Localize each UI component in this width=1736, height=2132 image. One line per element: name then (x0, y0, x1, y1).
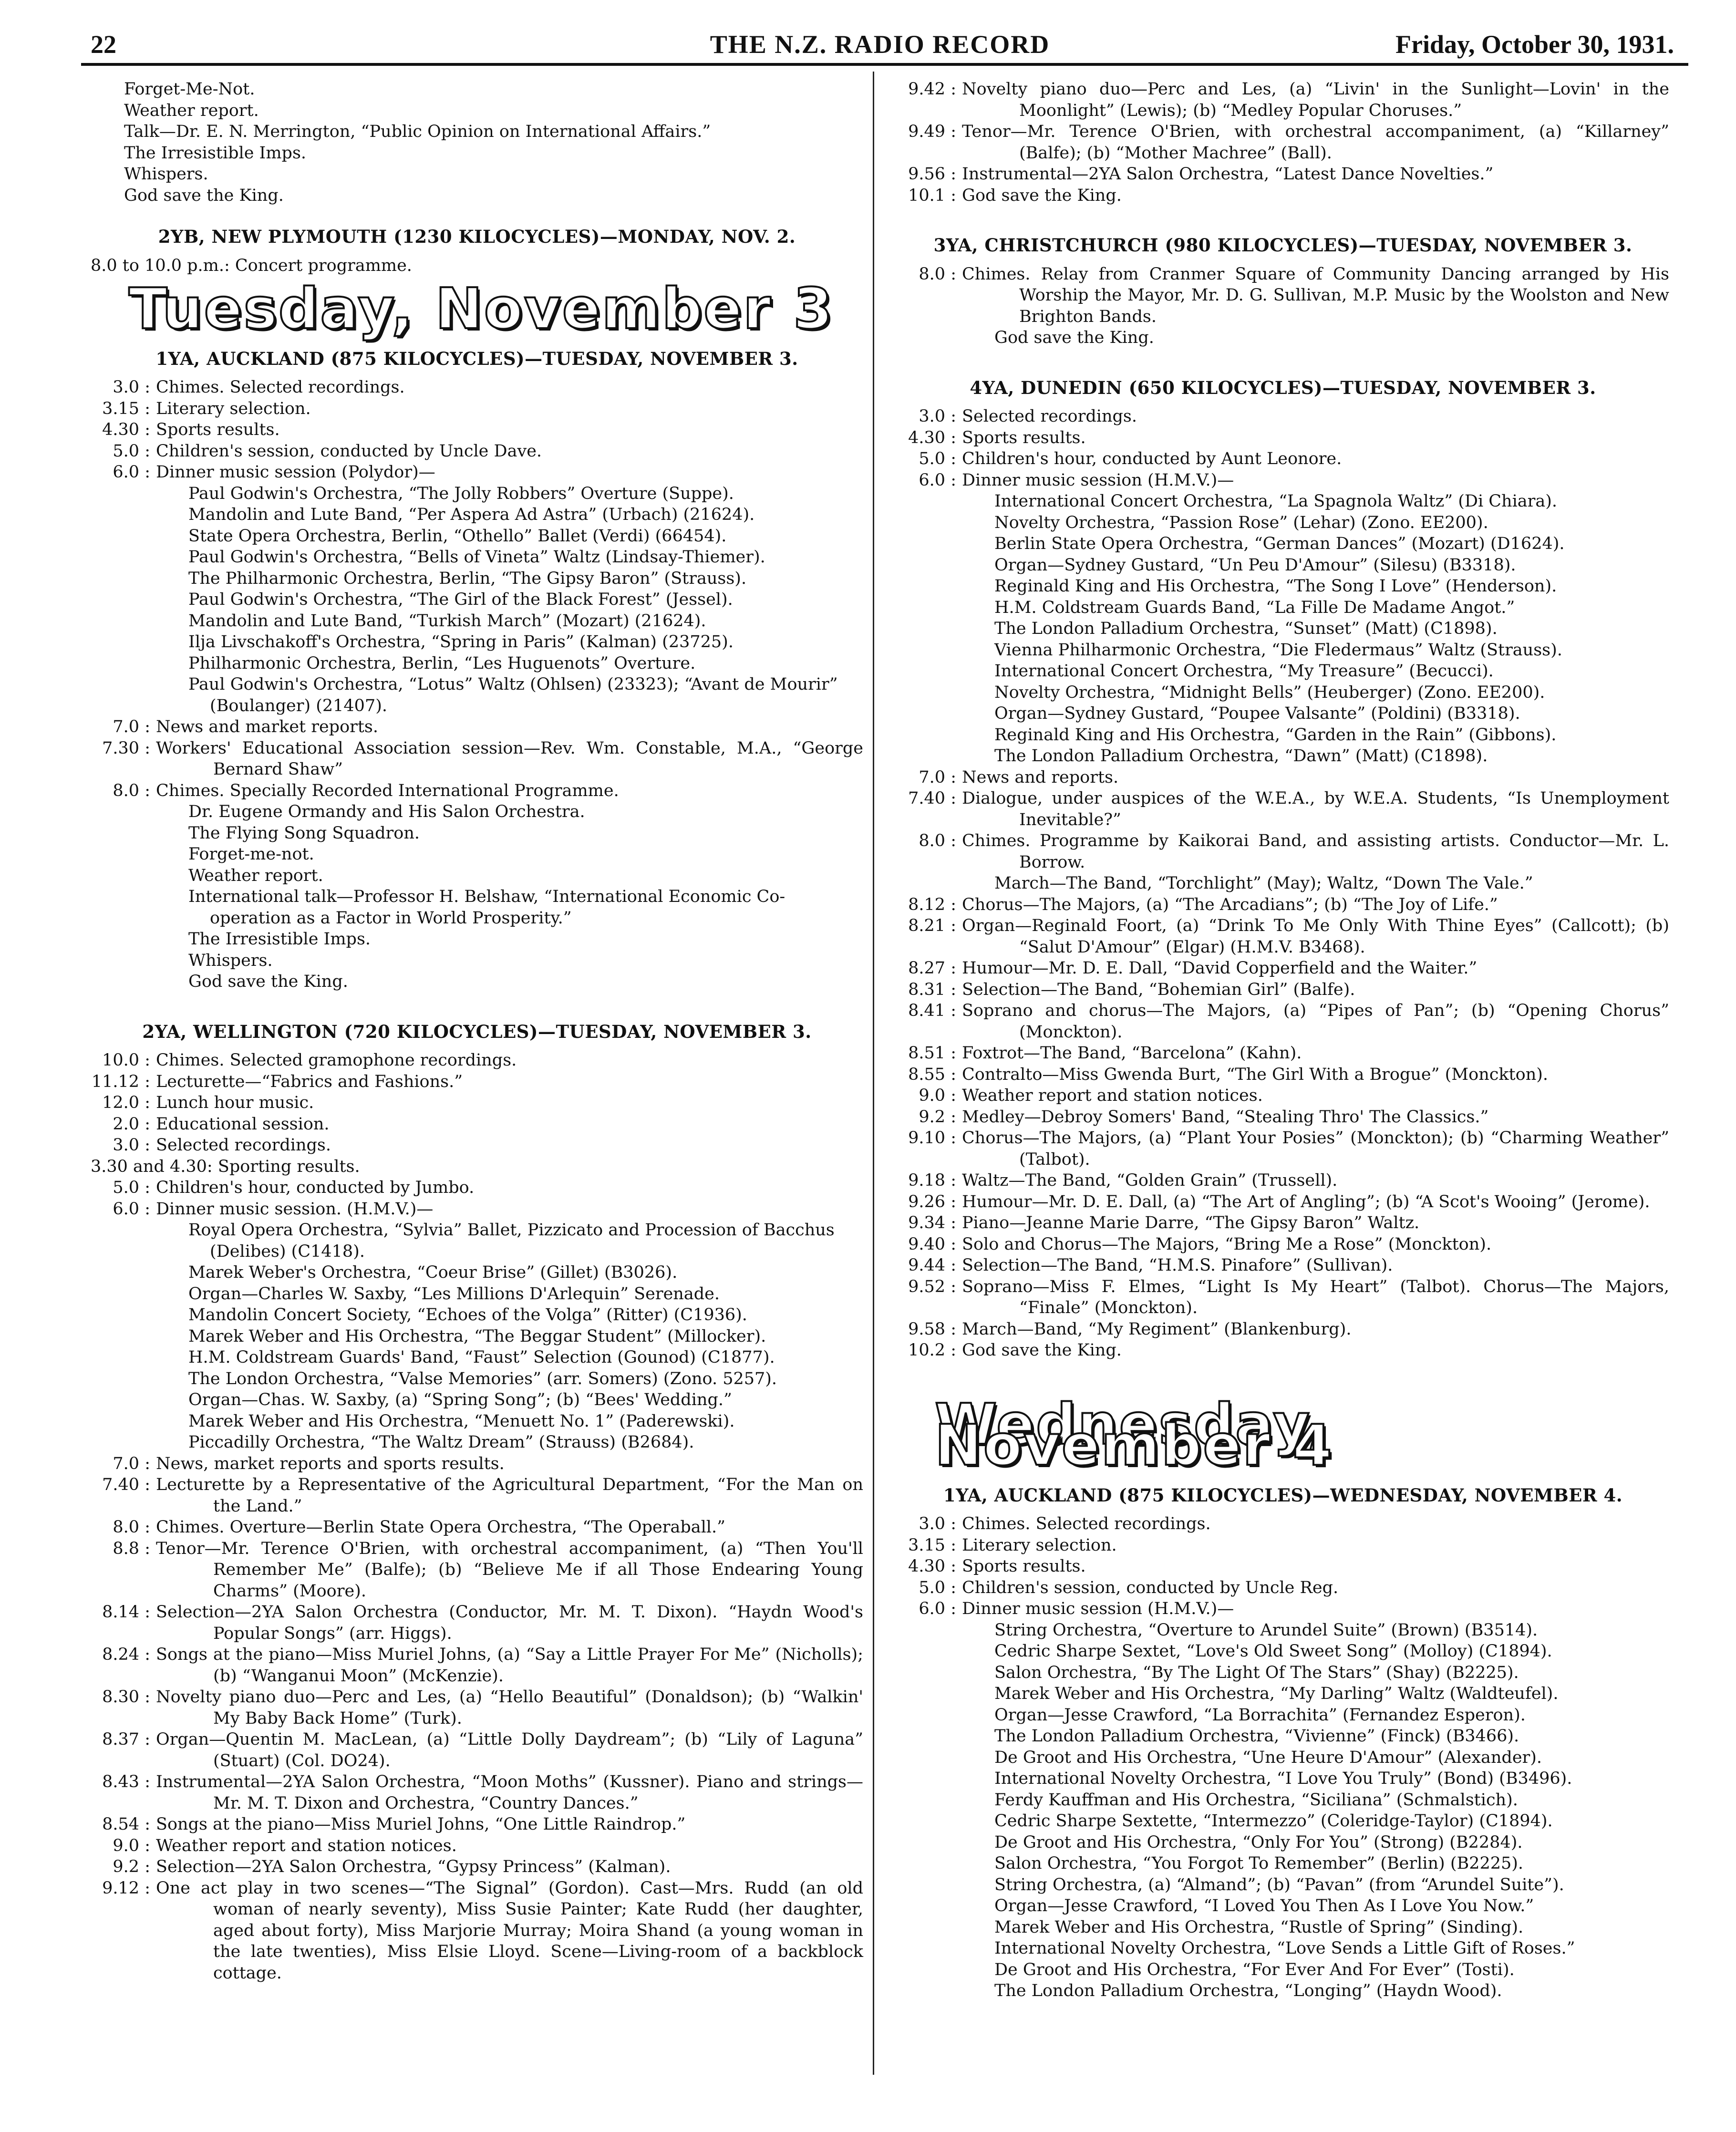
schedule-row (897, 1128, 1669, 1170)
schedule-row (897, 1255, 1669, 1276)
schedule-time: 5.0 : (897, 1577, 962, 1599)
schedule-row (897, 1107, 1669, 1128)
auckland-wed-dinner-list (897, 1620, 1669, 2002)
schedule-text: Foxtrot—The Band, “Barcelona” (Kahn). (962, 1044, 1302, 1063)
wellington-schedule (91, 1050, 863, 1156)
programme-item: Dr. Eugene Ormandy and His Salon Orchestra. (188, 802, 585, 821)
schedule-text: Selection—The Band, “H.M.S. Pinafore” (Sullivan). (962, 1256, 1393, 1275)
schedule-time: 10.1 : (897, 185, 962, 207)
schedule-text: Lecturette by a Representative of the Agricultural Department, “For the Man on the Land.” (156, 1475, 863, 1516)
schedule-row (91, 1644, 863, 1687)
schedule-row (897, 1085, 1669, 1107)
schedule-row (91, 716, 863, 738)
programme-item: The Flying Song Squadron. (188, 823, 420, 843)
schedule-time: 8.30 : (91, 1687, 156, 1729)
programme-item: The Irresistible Imps. (188, 930, 371, 949)
schedule-time: 7.40 : (91, 1474, 156, 1517)
schedule-row (91, 398, 863, 420)
programme-item: Berlin State Opera Orchestra, “German Dances” (Mozart) (D1624). (994, 534, 1565, 553)
schedule-text: Selection—2YA Salon Orchestra, “Gypsy Princess” (Kalman). (156, 1857, 671, 1876)
schedule-text: Children's session, conducted by Uncle Reg. (962, 1578, 1339, 1597)
schedule-time: 9.0 : (91, 1835, 156, 1857)
schedule-text: Literary selection. (962, 1535, 1117, 1555)
schedule-row (897, 427, 1669, 449)
schedule-text: Sports results. (962, 1557, 1086, 1576)
schedule-text: Waltz—The Band, “Golden Grain” (Trussell). (962, 1171, 1338, 1190)
station-heading-1ya-tuesday: 1YA, AUCKLAND (875 KILOCYCLES)—TUESDAY, NOVEMBER 3. (155, 348, 798, 369)
schedule-text: News and market reports. (156, 717, 379, 736)
schedule-time: 9.26 : (897, 1191, 962, 1213)
programme-item: Paul Godwin's Orchestra, “Lotus” Waltz (Ohlsen) (23323); “Avant de Mourir” (Boulanger) (21407). (188, 675, 838, 715)
schedule-text: Solo and Chorus—The Majors, “Bring Me a Rose” (Monckton). (962, 1234, 1492, 1254)
schedule-time: 8.27 : (897, 958, 962, 979)
schedule-text: Songs at the piano—Miss Muriel Johns, (a) “Say a Little Prayer For Me” (Nicholls); (b) “Wanganui Moon” (McKenzie). (156, 1645, 863, 1686)
programme-item: International Concert Orchestra, “My Treasure” (Becucci). (994, 662, 1494, 681)
schedule-row (897, 1577, 1669, 1599)
schedule-time: 3.0 : (91, 1135, 156, 1156)
schedule-time: 5.0 : (91, 441, 156, 462)
schedule-text: Soprano and chorus—The Majors, (a) “Pipes of Pan”; (b) “Opening Chorus” (Monckton). (962, 1001, 1669, 1042)
programme-item: Royal Opera Orchestra, “Sylvia” Ballet, Pizzicato and Procession of Bacchus (Delibes) (C1418). (188, 1221, 835, 1261)
auckland-wed-schedule (897, 1513, 1669, 1620)
schedule-row (897, 958, 1669, 979)
schedule-time: 11.12 : (91, 1071, 156, 1093)
schedule-row (897, 79, 1669, 121)
schedule-row (91, 1114, 863, 1135)
schedule-text: Selected recordings. (962, 407, 1137, 426)
programme-item: Forget-me-not. (188, 845, 314, 864)
schedule-time: 9.10 : (897, 1128, 962, 1170)
schedule-row (91, 1771, 863, 1814)
schedule-time: 8.0 : (91, 1517, 156, 1538)
schedule-text: News and reports. (962, 767, 1119, 787)
page-number: 22 (91, 30, 116, 59)
schedule-time: 8.55 : (897, 1064, 962, 1086)
schedule-text: God save the King. (962, 186, 1122, 205)
programme-item: Novelty Orchestra, “Passion Rose” (Lehar) (Zono. EE200). (994, 513, 1488, 532)
station-heading-2ya-tuesday: 2YA, WELLINGTON (720 KILOCYCLES)—TUESDAY, NOVEMBER 3. (142, 1021, 812, 1042)
schedule-time: 8.21 : (897, 915, 962, 958)
schedule-time: 9.58 : (897, 1319, 962, 1340)
programme-item: Organ—Sydney Gustard, “Poupee Valsante” (Poldini) (B3318). (994, 704, 1520, 723)
programme-item: H.M. Coldstream Guards Band, “La Fille De Madame Angot.” (994, 598, 1515, 617)
schedule-time: 8.8 : (91, 1538, 156, 1602)
programme-item: Organ—Chas. W. Saxby, (a) “Spring Song”; (b) “Bees' Wedding.” (188, 1390, 732, 1409)
schedule-text: Chimes. Selected gramophone recordings. (156, 1051, 517, 1070)
schedule-row (91, 419, 863, 441)
programme-item: H.M. Coldstream Guards' Band, “Faust” Selection (Gounod) (C1877). (188, 1348, 775, 1367)
schedule-row (91, 1538, 863, 1602)
issue-date: Friday, October 30, 1931. (1395, 30, 1674, 59)
schedule-time: 5.0 : (91, 1177, 156, 1199)
programme-item: Paul Godwin's Orchestra, “The Jolly Robbers” Overture (Suppe). (188, 484, 734, 503)
schedule-row (91, 1856, 863, 1878)
publication-title: THE N.Z. RADIO RECORD (710, 30, 1050, 59)
schedule-time: 7.0 : (91, 1453, 156, 1475)
schedule-text: News, market reports and sports results. (156, 1454, 505, 1473)
schedule-text: One act play in two scenes—“The Signal” (Gordon). Cast—Mrs. Rudd (an old woman of nearly seventy), Miss Susie Painter; Kate Rudd (her daughter, aged about forty), Miss Marjorie Murray; Moira Shand (a young woman in the late twenties), Miss Elsie Lloyd. Scene—Living-room of a backblock cottage. (156, 1878, 863, 1983)
schedule-row (91, 1092, 863, 1114)
dunedin-schedule-evening (897, 767, 1669, 873)
station-heading-1ya-wednesday: 1YA, AUCKLAND (875 KILOCYCLES)—WEDNESDAY, NOVEMBER 4. (943, 1484, 1623, 1506)
schedule-time: 9.34 : (897, 1212, 962, 1234)
schedule-time: 7.40 : (897, 788, 962, 830)
programme-item: The London Orchestra, “Valse Memories” (arr. Somers) (Zono. 5257). (188, 1369, 777, 1388)
schedule-time: 10.0 : (91, 1050, 156, 1071)
programme-item: Talk—Dr. E. N. Merrington, “Public Opinion on International Affairs.” (124, 122, 711, 141)
programme-item: Salon Orchestra, “By The Light Of The Stars” (Shay) (B2225). (994, 1663, 1519, 1682)
schedule-time: 2.0 : (91, 1114, 156, 1135)
schedule-time: 4.30 : (897, 427, 962, 449)
schedule-time: 9.18 : (897, 1170, 962, 1191)
column-divider (873, 72, 874, 2075)
wellington-schedule-b (91, 1177, 863, 1220)
schedule-row (897, 448, 1669, 470)
schedule-text: Weather report and station notices. (962, 1086, 1263, 1105)
schedule-row (897, 1276, 1669, 1319)
programme-item: Reginald King and His Orchestra, “Garden in the Rain” (Gibbons). (994, 725, 1557, 745)
right-column (897, 79, 1669, 2002)
schedule-row (897, 264, 1669, 328)
schedule-row (897, 1191, 1669, 1213)
schedule-time: 8.0 : (91, 780, 156, 802)
schedule-time: 9.44 : (897, 1255, 962, 1276)
schedule-row (897, 979, 1669, 1001)
schedule-text: Tenor—Mr. Terence O'Brien, with orchestral accompaniment, (a) “Killarney” (Balfe); (b) “Mother Machree” (Ball). (962, 122, 1669, 163)
schedule-time: 6.0 : (897, 470, 962, 491)
programme-item: Marek Weber and His Orchestra, “Menuett No. 1” (Paderewski). (188, 1411, 735, 1431)
schedule-time: 8.31 : (897, 979, 962, 1001)
programme-item: Novelty Orchestra, “Midnight Bells” (Heuberger) (Zono. EE200). (994, 683, 1545, 702)
schedule-time: 9.49 : (897, 121, 962, 164)
auckland-dinner-list (91, 483, 863, 717)
programme-item: De Groot and His Orchestra, “Only For You” (Strong) (B2284). (994, 1832, 1523, 1852)
dunedin-schedule-late (897, 894, 1669, 1361)
schedule-text: Chorus—The Majors, (a) “Plant Your Posies” (Monckton); (b) “Charming Weather” (Talbot). (962, 1128, 1669, 1169)
schedule-time: 6.0 : (897, 1598, 962, 1620)
programme-item: Marek Weber and His Orchestra, “My Darling” Waltz (Waldteufel). (994, 1684, 1559, 1703)
schedule-text: Instrumental—2YA Salon Orchestra, “Moon Moths” (Kussner). Piano and strings—Mr. M. T. Dixon and Orchestra, “Country Dances.” (156, 1772, 863, 1813)
schedule-text: Chimes. Selected recordings. (962, 1514, 1211, 1533)
programme-item: Reginald King and His Orchestra, “The Song I Love” (Henderson). (994, 577, 1557, 596)
programme-item: Vienna Philharmonic Orchestra, “Die Fledermaus” Waltz (Strauss). (994, 640, 1562, 660)
schedule-text: Humour—Mr. D. E. Dall, (a) “The Art of Angling”; (b) “A Scot's Wooing” (Jerome). (962, 1192, 1650, 1211)
schedule-text: Dinner music session (H.M.V.)— (962, 1599, 1234, 1618)
schedule-text: Instrumental—2YA Salon Orchestra, “Latest Dance Novelties.” (962, 165, 1494, 184)
schedule-text: Lecturette—“Fabrics and Fashions.” (156, 1072, 463, 1091)
dunedin-march-line: March—The Band, “Torchlight” (May); Waltz, “Down The Vale.” (994, 874, 1533, 893)
schedule-text: Chorus—The Majors, (a) “The Arcadians”; (b) “The Joy of Life.” (962, 895, 1498, 914)
programme-item: Piccadilly Orchestra, “The Waltz Dream” (Strauss) (B2684). (188, 1433, 694, 1452)
schedule-text: Selection—The Band, “Bohemian Girl” (Balfe). (962, 980, 1355, 999)
wellington-sport-line: 3.30 and 4.30: Sporting results. (91, 1157, 360, 1176)
schedule-row (91, 1199, 863, 1220)
schedule-row (897, 121, 1669, 164)
schedule-time: 8.0 : (897, 830, 962, 873)
auckland-schedule (91, 377, 863, 483)
schedule-row (897, 1212, 1669, 1234)
schedule-text: Piano—Jeanne Marie Darre, “The Gipsy Baron” Waltz. (962, 1213, 1420, 1232)
schedule-text: Dinner music session. (H.M.V.)— (156, 1199, 434, 1219)
auckland-evening-list (91, 801, 863, 993)
programme-item: Ferdy Kauffman and His Orchestra, “Siciliana” (Schmalstich). (994, 1790, 1518, 1810)
programme-item: De Groot and His Orchestra, “Une Heure D'Amour” (Alexander). (994, 1748, 1542, 1767)
schedule-time: 9.12 : (91, 1878, 156, 1984)
schedule-row (897, 406, 1669, 427)
programme-item: God save the King. (188, 972, 348, 991)
programme-item: International Novelty Orchestra, “Love Sends a Little Gift of Roses.” (994, 1939, 1575, 1958)
schedule-row (91, 1050, 863, 1071)
schedule-time: 6.0 : (91, 1199, 156, 1220)
schedule-text: Chimes. Programme by Kaikorai Band, and assisting artists. Conductor—Mr. L. Borrow. (962, 831, 1669, 872)
schedule-row (897, 1513, 1669, 1535)
schedule-row (91, 1729, 863, 1771)
schedule-time: 6.0 : (91, 462, 156, 483)
schedule-text: Chimes. Relay from Cranmer Square of Community Dancing arranged by His Worship the Mayor, Mr. D. G. Sullivan, M.P. Music by the Woolston and New Brighton Bands. (962, 264, 1669, 326)
schedule-row (897, 788, 1669, 830)
schedule-time: 12.0 : (91, 1092, 156, 1114)
schedule-time: 8.54 : (91, 1814, 156, 1835)
programme-item: International talk—Professor H. Belshaw, “International Economic Co-operation as a Factor in World Prosperity.” (188, 887, 785, 928)
programme-item: Forget-Me-Not. (124, 80, 255, 99)
schedule-text: Dinner music session (Polydor)— (156, 463, 435, 482)
schedule-time: 7.0 : (91, 716, 156, 738)
schedule-time: 9.42 : (897, 79, 962, 121)
programme-item: The London Palladium Orchestra, “Sunset” (Matt) (C1898). (994, 619, 1498, 638)
schedule-text: Novelty piano duo—Perc and Les, (a) “Hello Beautiful” (Donaldson); (b) “Walkin' My Baby Back Home” (Turk). (156, 1687, 863, 1728)
schedule-text: God save the King. (962, 1341, 1122, 1360)
schedule-row (897, 1170, 1669, 1191)
schedule-row (897, 164, 1669, 185)
header-rule (81, 63, 1688, 66)
programme-item: Philharmonic Orchestra, Berlin, “Les Huguenots” Overture. (188, 653, 696, 673)
schedule-row (91, 1453, 863, 1475)
schedule-row (897, 1000, 1669, 1043)
schedule-time: 9.0 : (897, 1085, 962, 1107)
schedule-text: Dinner music session (H.M.V.)— (962, 470, 1234, 490)
schedule-row (897, 1043, 1669, 1064)
wellington-continued-schedule (897, 79, 1669, 206)
schedule-text: Songs at the piano—Miss Muriel Johns, “One Little Raindrop.” (156, 1815, 686, 1834)
programme-item: String Orchestra, (a) “Almand”; (b) “Pavan” (from “Arundel Suite”). (994, 1875, 1564, 1894)
programme-item: The Philharmonic Orchestra, Berlin, “The Gipsy Baron” (Strauss). (188, 569, 747, 588)
schedule-text: Selected recordings. (156, 1136, 331, 1155)
dunedin-schedule (897, 406, 1669, 491)
schedule-row (91, 462, 863, 483)
programme-item: Mandolin Concert Society, “Echoes of the Volga” (Ritter) (C1936). (188, 1305, 747, 1325)
programme-item: Marek Weber's Orchestra, “Coeur Brise” (Gillet) (B3026). (188, 1263, 678, 1282)
schedule-row (897, 1598, 1669, 1620)
schedule-text: Children's session, conducted by Uncle Dave. (156, 441, 542, 461)
schedule-row (897, 1340, 1669, 1361)
schedule-row (897, 1234, 1669, 1255)
programme-item: Marek Weber and His Orchestra, “The Beggar Student” (Millocker). (188, 1326, 766, 1346)
day-heading-tuesday: Tuesday, November 3 (129, 276, 834, 342)
schedule-time: 3.15 : (91, 398, 156, 420)
schedule-text: Literary selection. (156, 399, 311, 418)
programme-item: Paul Godwin's Orchestra, “The Girl of the Black Forest” (Jessel). (188, 590, 733, 609)
schedule-time: 8.43 : (91, 1771, 156, 1814)
schedule-time: 8.0 : (897, 264, 962, 328)
dunedin-dinner-list (897, 491, 1669, 767)
schedule-text: Sports results. (962, 428, 1086, 447)
schedule-time: 9.2 : (91, 1856, 156, 1878)
schedule-time: 3.0 : (897, 1513, 962, 1535)
wellington-schedule-c (91, 1453, 863, 1984)
programme-item: The London Palladium Orchestra, “Dawn” (Matt) (C1898). (994, 746, 1488, 766)
programme-item: Cedric Sharpe Sextet, “Love's Old Sweet Song” (Molloy) (C1894). (994, 1642, 1552, 1661)
programme-item: Ilja Livschakoff's Orchestra, “Spring in Paris” (Kalman) (23725). (188, 632, 734, 652)
schedule-text: Tenor—Mr. Terence O'Brien, with orchestral accompaniment, (a) “Then You'll Remember Me” (Balfe); (b) “Believe Me if all Those Endearing Young Charms” (Moore). (156, 1539, 863, 1601)
schedule-row (91, 1878, 863, 1984)
schedule-time: 7.0 : (897, 767, 962, 788)
schedule-row (91, 1835, 863, 1857)
schedule-time: 9.2 : (897, 1107, 962, 1128)
schedule-row (897, 470, 1669, 491)
station-heading-3ya-tuesday: 3YA, CHRISTCHURCH (980 KILOCYCLES)—TUESDAY, NOVEMBER 3. (933, 235, 1633, 256)
schedule-text: Children's hour, conducted by Aunt Leonore. (962, 449, 1342, 468)
schedule-row (897, 830, 1669, 873)
schedule-row (897, 1535, 1669, 1556)
schedule-time: 3.15 : (897, 1535, 962, 1556)
schedule-row (91, 441, 863, 462)
programme-item: State Opera Orchestra, Berlin, “Othello” Ballet (Verdi) (66454). (188, 526, 727, 546)
schedule-time: 4.30 : (897, 1556, 962, 1577)
programme-item: Weather report. (124, 101, 259, 120)
schedule-text: Contralto—Miss Gwenda Burt, “The Girl With a Brogue” (Monckton). (962, 1065, 1549, 1084)
schedule-text: Medley—Debroy Somers' Band, “Stealing Thro' The Classics.” (962, 1107, 1489, 1127)
schedule-time: 9.56 : (897, 164, 962, 185)
schedule-text: Organ—Reginald Foort, (a) “Drink To Me Only With Thine Eyes” (Callcott); (b) “Salut D'Amour” (Elgar) (H.M.V. B3468). (962, 916, 1669, 957)
programme-item: Organ—Jesse Crawford, “La Borrachita” (Fernandez Esperon). (994, 1705, 1526, 1725)
programme-item: De Groot and His Orchestra, “For Ever And For Ever” (Tosti). (994, 1960, 1515, 1979)
schedule-row (897, 1319, 1669, 1340)
programme-item: Cedric Sharpe Sextette, “Intermezzo” (Coleridge-Taylor) (C1894). (994, 1811, 1553, 1831)
schedule-row (91, 1474, 863, 1517)
schedule-time: 8.41 : (897, 1000, 962, 1043)
station-heading-4ya-tuesday: 4YA, DUNEDIN (650 KILOCYCLES)—TUESDAY, NOVEMBER 3. (970, 377, 1596, 398)
schedule-text: Selection—2YA Salon Orchestra (Conductor, Mr. M. T. Dixon). “Haydn Wood's Popular Songs” (arr. Higgs). (156, 1603, 863, 1643)
schedule-time: 4.30 : (91, 419, 156, 441)
schedule-text: Weather report and station notices. (156, 1836, 457, 1855)
programme-item: Organ—Sydney Gustard, “Un Peu D'Amour” (Silesu) (B3318). (994, 555, 1516, 575)
day-heading-wednesday: Wednesday, November 4 (935, 1391, 1333, 1478)
schedule-row (897, 1064, 1669, 1086)
schedule-row (91, 1135, 863, 1156)
schedule-row (91, 1814, 863, 1835)
programme-item: Marek Weber and His Orchestra, “Rustle of Spring” (Sinding). (994, 1917, 1524, 1937)
programme-item: Organ—Charles W. Saxby, “Les Millions D'Arlequin” Serenade. (188, 1284, 720, 1304)
left-column (91, 79, 863, 1984)
schedule-time: 9.52 : (897, 1276, 962, 1319)
schedule-row (91, 1517, 863, 1538)
schedule-text: Children's hour, conducted by Jumbo. (156, 1178, 475, 1197)
schedule-text: Chimes. Overture—Berlin State Opera Orchestra, “The Operaball.” (156, 1518, 726, 1537)
programme-item: The London Palladium Orchestra, “Longing” (Haydn Wood). (994, 1981, 1502, 2000)
schedule-row (91, 1071, 863, 1093)
schedule-text: Educational session. (156, 1114, 330, 1134)
schedule-row (91, 738, 863, 780)
schedule-row (897, 185, 1669, 207)
programme-item: Weather report. (188, 866, 323, 885)
programme-item: Salon Orchestra, “You Forgot To Remember” (Berlin) (B2225). (994, 1854, 1524, 1873)
schedule-row (897, 767, 1669, 788)
schedule-text: Humour—Mr. D. E. Dall, “David Copperfield and the Waiter.” (962, 959, 1478, 978)
schedule-text: March—Band, “My Regiment” (Blankenburg). (962, 1319, 1352, 1339)
schedule-time: 8.12 : (897, 894, 962, 916)
yb-programme-line: 8.0 to 10.0 p.m.: Concert programme. (91, 256, 412, 275)
schedule-row (897, 1556, 1669, 1577)
schedule-row (897, 915, 1669, 958)
schedule-time: 8.14 : (91, 1602, 156, 1644)
schedule-time: 3.0 : (91, 377, 156, 398)
programme-item: The London Palladium Orchestra, “Vivienne” (Finck) (B3466). (994, 1727, 1519, 1746)
auckland-schedule-evening (91, 716, 863, 801)
schedule-time: 9.40 : (897, 1234, 962, 1255)
programme-item: Organ—Jesse Crawford, “I Loved You Then As I Love You Now.” (994, 1896, 1534, 1915)
schedule-row (91, 1177, 863, 1199)
schedule-text: Sports results. (156, 420, 280, 439)
christchurch-schedule (897, 264, 1669, 328)
programme-item: Whispers. (188, 951, 273, 970)
schedule-time: 8.37 : (91, 1729, 156, 1771)
schedule-row (897, 894, 1669, 916)
schedule-text: Novelty piano duo—Perc and Les, (a) “Livin' in the Sunlight—Lovin' in the Moonlight” (Lewis); (b) “Medley Popular Choruses.” (962, 80, 1669, 120)
programme-item: International Concert Orchestra, “La Spagnola Waltz” (Di Chiara). (994, 492, 1558, 511)
schedule-text: Workers' Educational Association session—Rev. Wm. Constable, M.A., “George Bernard Shaw” (156, 738, 863, 779)
schedule-time: 8.51 : (897, 1043, 962, 1064)
wellington-dinner-list (91, 1220, 863, 1453)
programme-item: Mandolin and Lute Band, “Turkish March” (Mozart) (21624). (188, 611, 706, 631)
schedule-row (91, 377, 863, 398)
schedule-row (91, 1687, 863, 1729)
programme-item: String Orchestra, “Overture to Arundel Suite” (Brown) (B3514). (994, 1620, 1538, 1640)
programme-item: International Novelty Orchestra, “I Love You Truly” (Bond) (B3496). (994, 1769, 1572, 1788)
schedule-text: Lunch hour music. (156, 1093, 314, 1112)
schedule-time: 7.30 : (91, 738, 156, 780)
prelude-list (91, 79, 863, 206)
programme-item: Mandolin and Lute Band, “Per Aspera Ad Astra” (Urbach) (21624). (188, 505, 755, 524)
programme-item: The Irresistible Imps. (124, 143, 307, 163)
schedule-text: Soprano—Miss F. Elmes, “Light Is My Heart” (Talbot). Chorus—The Majors, “Finale” (Monckton). (962, 1277, 1669, 1317)
schedule-text: Chimes. Specially Recorded International Programme. (156, 781, 619, 800)
schedule-row (91, 780, 863, 802)
schedule-row (91, 1602, 863, 1644)
christchurch-closing: God save the King. (994, 328, 1154, 347)
programme-item: Whispers. (124, 165, 208, 184)
programme-item: God save the King. (124, 186, 284, 205)
schedule-text: Chimes. Selected recordings. (156, 378, 405, 397)
schedule-text: Dialogue, under auspices of the W.E.A., by W.E.A. Students, “Is Unemployment Inevitable?” (962, 789, 1669, 829)
station-heading-2yb: 2YB, NEW PLYMOUTH (1230 KILOCYCLES)—MONDAY, NOV. 2. (158, 226, 796, 247)
schedule-time: 3.0 : (897, 406, 962, 427)
schedule-time: 5.0 : (897, 448, 962, 470)
schedule-text: Organ—Quentin M. MacLean, (a) “Little Dolly Daydream”; (b) “Lily of Laguna” (Stuart) (Col. DO24). (156, 1730, 863, 1770)
programme-item: Paul Godwin's Orchestra, “Bells of Vineta” Waltz (Lindsay-Thiemer). (188, 548, 765, 567)
schedule-time: 8.24 : (91, 1644, 156, 1687)
schedule-time: 10.2 : (897, 1340, 962, 1361)
